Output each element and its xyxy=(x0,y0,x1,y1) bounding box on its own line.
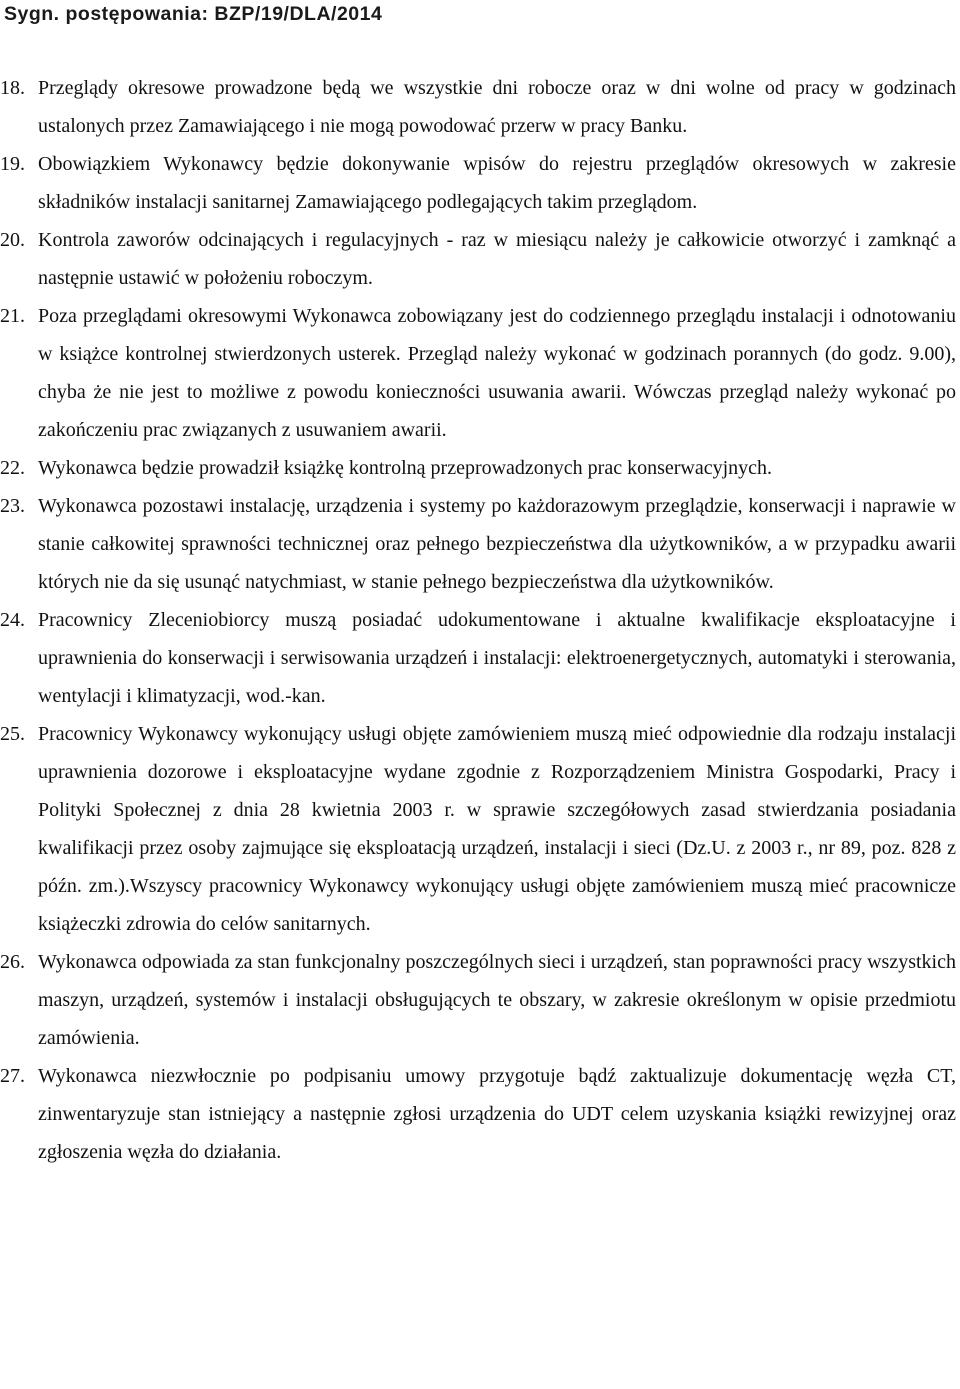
item-number: 24. xyxy=(0,609,25,631)
item-text: Pracownicy Wykonawcy wykonujący usługi objęte zamówieniem muszą mieć odpowiednie dla rodzaju instalacji uprawnienia dozorowe i eksploatacyjne wydane zgodnie z Rozporządzeniem Ministra Gospodarki, Pracy i Polityki Społecznej z dnia 28 kwietnia 2003 r. w sprawie szczegółowych zasad stwierdzania posiadania kwalifikacji przez osoby zajmujące się eksploatacją urządzeń, instalacji i sieci (Dz.U. z 2003 r., nr 89, poz. 828 z późn. zm.).Wszyscy pracownicy Wykonawcy wykonujący usługi objęte zamówieniem muszą mieć pracownicze książeczki zdrowia do celów sanitarnych. xyxy=(38,723,956,935)
item-text: Obowiązkiem Wykonawcy będzie dokonywanie wpisów do rejestru przeglądów okresowych w zakresie składników instalacji sanitarnej Zamawiającego podlegających takim przeglądom. xyxy=(38,153,956,213)
list-item xyxy=(0,487,956,601)
item-number: 23. xyxy=(0,495,25,517)
item-text: Wykonawca pozostawi instalację, urządzenia i systemy po każdorazowym przeglądzie, konserwacji i naprawie w stanie całkowitej sprawności technicznej oraz pełnego bezpieczeństwa dla użytkowników, a w przypadku awarii których nie da się usunąć natychmiast, w stanie pełnego bezpieczeństwa dla użytkowników. xyxy=(38,495,956,593)
item-number: 27. xyxy=(0,1065,25,1087)
item-number: 19. xyxy=(0,153,25,175)
list-item xyxy=(0,221,956,297)
list-item xyxy=(0,943,956,1057)
list-item xyxy=(0,715,956,943)
item-number: 22. xyxy=(0,457,25,479)
list-item xyxy=(0,69,956,145)
item-text: Poza przeglądami okresowymi Wykonawca zobowiązany jest do codziennego przeglądu instalacji i odnotowaniu w książce kontrolnej stwierdzonych usterek. Przegląd należy wykonać w godzinach porannych (do godz. 9.00), chyba że nie jest to możliwe z powodu konieczności usuwania awarii. Wówczas przegląd należy wykonać po zakończeniu prac związanych z usuwaniem awarii. xyxy=(38,305,956,441)
list-item xyxy=(0,1057,956,1171)
numbered-list xyxy=(0,69,956,1171)
item-text: Pracownicy Zleceniobiorcy muszą posiadać udokumentowane i aktualne kwalifikacje eksploatacyjne i uprawnienia do konserwacji i serwisowania urządzeń i instalacji: elektroenergetycznych, automatyki i sterowania, wentylacji i klimatyzacji, wod.-kan. xyxy=(38,609,956,707)
list-item xyxy=(0,601,956,715)
item-text: Przeglądy okresowe prowadzone będą we wszystkie dni robocze oraz w dni wolne od pracy w godzinach ustalonych przez Zamawiającego i nie mogą powodować przerw w pracy Banku. xyxy=(38,77,956,137)
item-number: 21. xyxy=(0,305,25,327)
item-text: Wykonawca będzie prowadził książkę kontrolną przeprowadzonych prac konserwacyjnych. xyxy=(38,457,773,479)
list-item xyxy=(0,145,956,221)
case-signature: Sygn. postępowania: BZP/19/DLA/2014 xyxy=(4,3,383,25)
item-number: 20. xyxy=(0,229,25,251)
list-item xyxy=(0,449,956,487)
list-item xyxy=(0,297,956,449)
item-number: 26. xyxy=(0,951,25,973)
item-number: 18. xyxy=(0,77,25,99)
item-text: Wykonawca niezwłocznie po podpisaniu umowy przygotuje bądź zaktualizuje dokumentację węzła CT, zinwentaryzuje stan istniejący a następnie zgłosi urządzenia do UDT celem uzyskania książki rewizyjnej oraz zgłoszenia węzła do działania. xyxy=(38,1065,956,1163)
item-text: Wykonawca odpowiada za stan funkcjonalny poszczególnych sieci i urządzeń, stan poprawności pracy wszystkich maszyn, urządzeń, systemów i instalacji obsługujących te obszary, w zakresie określonym w opisie przedmiotu zamówienia. xyxy=(38,951,956,1049)
item-text: Kontrola zaworów odcinających i regulacyjnych - raz w miesiącu należy je całkowicie otworzyć i zamknąć a następnie ustawić w położeniu roboczym. xyxy=(38,229,956,289)
item-number: 25. xyxy=(0,723,25,745)
